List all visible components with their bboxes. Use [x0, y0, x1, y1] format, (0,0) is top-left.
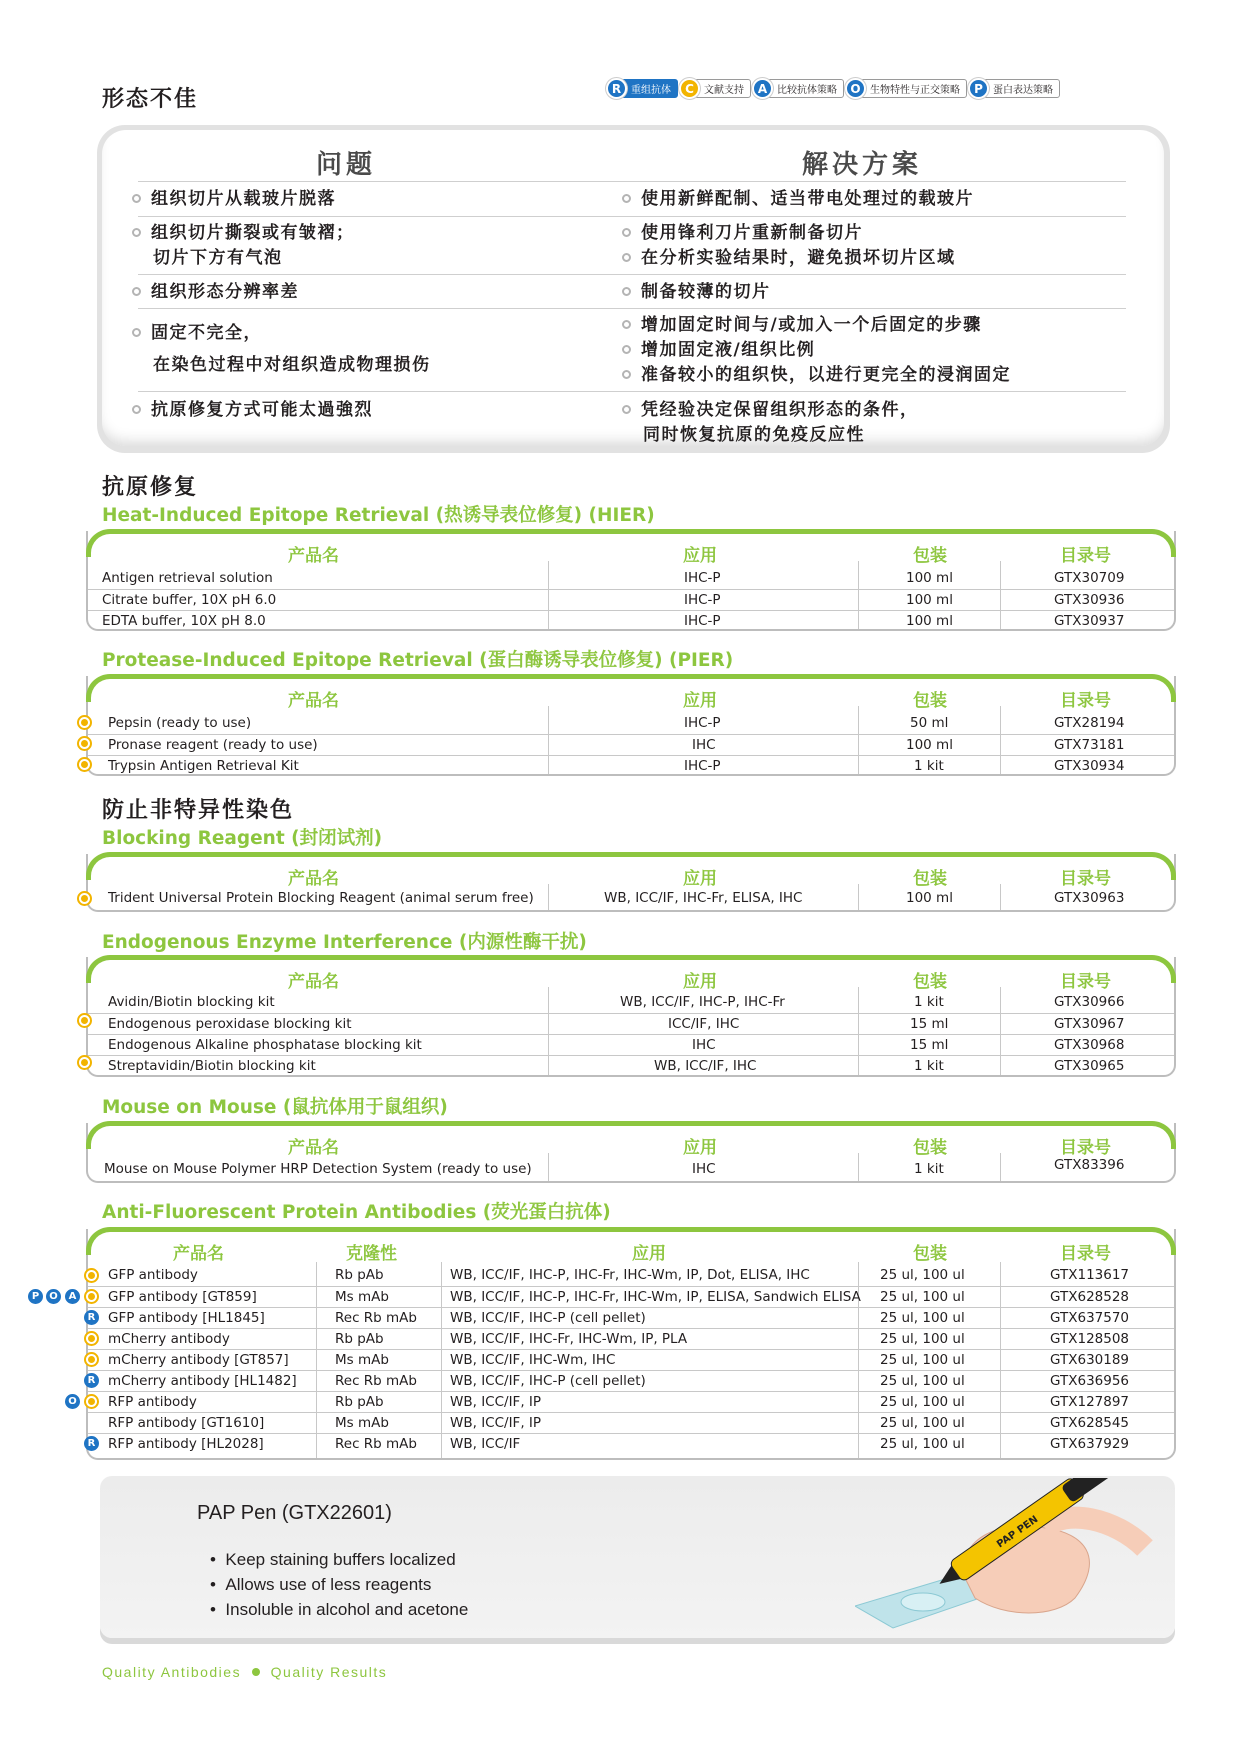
table-row: Pepsin (ready to use) IHC-P 50 ml GTX28194 [108, 715, 1125, 731]
table-row: Avidin/Biotin blocking kit WB, ICC/IF, IHC-P, IHC-Fr 1 kit GTX30966 [108, 994, 1125, 1010]
citation-icon [77, 1055, 92, 1070]
table-row: mCherry antibody Rb pAb WB, ICC/IF, IHC-Fr, IHC-Wm, IP, PLA 25 ul, 100 ul GTX128508 [88, 1328, 1174, 1349]
orthogonal-icon: O [845, 78, 866, 99]
table-row: Antigen retrieval solution IHC-P 100 ml GTX30709 [102, 570, 1125, 586]
problem-item: 固定不完全， 在染色过程中对组织造成物理损伤 [132, 317, 431, 381]
table-row: mCherry antibody [GT857] Ms mAb WB, ICC/IF, IHC-Wm, IHC 25 ul, 100 ul GTX630189 [88, 1349, 1174, 1370]
table-row: RFP antibody Rb pAb WB, ICC/IF, IP 25 ul, 100 ul GTX127897 [88, 1391, 1174, 1412]
problem-item: 组织形态分辨率差 [132, 280, 299, 305]
table-row: GFP antibody [HL1845] Rec Rb mAb WB, ICC/IF, IHC-P (cell pellet) 25 ul, 100 ul GTX637570 [88, 1307, 1174, 1328]
solution-item: 凭经验决定保留组织形态的条件， 同时恢复抗原的免疫反应性 [622, 398, 919, 448]
citation-icon [77, 891, 92, 906]
solution-item: 增加固定时间与/或加入一个后固定的步骤 增加固定液/组织比例 准备较小的组织快，以进行更完全的浸润固定 [622, 313, 1011, 388]
pap-bullet: • Keep staining buffers localized [210, 1550, 456, 1569]
legend-recombinant: R 重组抗体 [613, 79, 678, 98]
table-row: GFP antibody [GT859] Ms mAb WB, ICC/IF, IHC-P, IHC-Fr, IHC-Wm, IP, ELISA, Sandwich ELISA 25 ul, 100 ul GTX628528 [88, 1286, 1174, 1307]
table-row: Streptavidin/Biotin blocking kit WB, ICC/IF, IHC 1 kit GTX30965 [88, 1055, 1174, 1076]
legend [613, 79, 1060, 98]
hier-title: Heat-Induced Epitope Retrieval (热诱导表位修复) (HIER) [102, 505, 655, 526]
recombinant-icon: R [84, 1310, 99, 1325]
legend-orthogonal: O 生物特性与正交策略 [852, 79, 967, 98]
recombinant-icon: R [84, 1436, 99, 1451]
citation-icon [77, 715, 92, 730]
table-row: RFP antibody [HL2028] Rec Rb mAb WB, ICC/IF 25 ul, 100 ul GTX637929 [88, 1433, 1174, 1454]
problem-item: 抗原修复方式可能太過強烈 [132, 398, 373, 423]
protein-expression-icon: P [28, 1289, 43, 1304]
comparative-icon: A [65, 1289, 80, 1304]
recombinant-icon: R [606, 78, 627, 99]
enzyme-table: 产品名 应用 包装 目录号 Avidin/Biotin blocking kit WB, ICC/IF, IHC-P, IHC-Fr 1 kit GTX30966 Endogenous peroxidase blocking kit ICC/IF, IHC 15 ml GTX30967 Endogenous Alkaline phosphatase blocking kit IHC 15 ml GTX30968 Streptavidin/Biotin blocking kit WB, ICC/IF, IHC 1 kit GTX30965 [86, 957, 1176, 1077]
solution-item: 制备较薄的切片 [622, 280, 771, 305]
table-row: GFP antibody Rb pAb WB, ICC/IF, IHC-P, IHC-Fr, IHC-Wm, IP, Dot, ELISA, IHC 25 ul, 100 ul GTX113617 [108, 1267, 1130, 1283]
problem-solution-panel [97, 125, 1170, 453]
table-row: EDTA buffer, 10X pH 8.0 IHC-P 100 ml GTX30937 [88, 610, 1174, 631]
table-row: Trypsin Antigen Retrieval Kit IHC-P 1 kit GTX30934 [88, 755, 1174, 776]
table-row: Trident Universal Protein Blocking Reagent (animal serum free) WB, ICC/IF, IHC-Fr, ELISA, IHC 100 ml GTX30963 [108, 890, 1125, 906]
pap-pen-illustration [855, 1478, 1165, 1636]
recombinant-icon: R [84, 1373, 99, 1388]
hier-table: 产品名 应用 包装 目录号 Antigen retrieval solution IHC-P 100 ml GTX30709 Citrate buffer, 10X pH 6.0 IHC-P 100 ml GTX30936 EDTA buffer, 10X pH 8.0 IHC-P 100 ml GTX30937 [86, 531, 1176, 631]
section-title-morphology: 形态不佳 [102, 87, 199, 112]
pap-bullet: • Allows use of less reagents [210, 1575, 432, 1594]
citation-icon [84, 1331, 99, 1346]
citation-icon [77, 757, 92, 772]
section-title-antigen-retrieval: 抗原修复 [102, 475, 199, 500]
enzyme-title: Endogenous Enzyme Interference (内源性酶干扰) [102, 932, 587, 953]
blocking-table: 产品名 应用 包装 目录号 Trident Universal Protein Blocking Reagent (animal serum free) WB, ICC/IF, IHC-Fr, ELISA, IHC 100 ml GTX30963 [86, 854, 1176, 912]
table-row: Pronase reagent (ready to use) IHC 100 ml GTX73181 [88, 734, 1174, 755]
problem-item: 组织切片从载玻片脱落 [132, 187, 336, 212]
pap-pen-box [100, 1476, 1175, 1638]
orthogonal-icon: O [65, 1394, 80, 1409]
pier-title: Protease-Induced Epitope Retrieval (蛋白酶诱导表位修复) (PIER) [102, 650, 734, 671]
protein-expression-icon: P [968, 78, 989, 99]
citation-icon [84, 1289, 99, 1304]
section-title-nonspecific-staining: 防止非特异性染色 [102, 798, 295, 823]
table-row: Endogenous Alkaline phosphatase blocking kit IHC 15 ml GTX30968 [88, 1034, 1174, 1055]
citation-icon [84, 1394, 99, 1409]
mom-table: 产品名 应用 包装 目录号 Mouse on Mouse Polymer HRP Detection System (ready to use) IHC 1 kit GTX83396 [86, 1123, 1176, 1183]
citation-icon [77, 1013, 92, 1028]
pap-bullet: • Insoluble in alcohol and acetone [210, 1600, 469, 1619]
table-row: mCherry antibody [HL1482] Rec Rb mAb WB, ICC/IF, IHC-P (cell pellet) 25 ul, 100 ul GTX636956 [88, 1370, 1174, 1391]
table-row: RFP antibody [GT1610] Ms mAb WB, ICC/IF, IP 25 ul, 100 ul GTX628545 [88, 1412, 1174, 1433]
problem-header: 问题 [316, 150, 377, 180]
pen-label: PAP PEN [995, 1514, 1041, 1551]
solution-header: 解决方案 [802, 150, 923, 180]
citation-icon [84, 1352, 99, 1367]
citation-icon [84, 1268, 99, 1283]
orthogonal-icon: O [46, 1289, 61, 1304]
table-row: Endogenous peroxidase blocking kit ICC/IF, IHC 15 ml GTX30967 [88, 1013, 1174, 1034]
dot-icon [252, 1668, 260, 1676]
problem-item: 组织切片撕裂或有皱褶； 切片下方有气泡 [132, 221, 355, 271]
solution-item: 使用新鲜配制、适当带电处理过的载玻片 [622, 187, 974, 212]
pap-pen-title: PAP Pen (GTX22601) [197, 1502, 392, 1524]
table-row: Mouse on Mouse Polymer HRP Detection System (ready to use) IHC 1 kit GTX83396 [104, 1157, 1125, 1177]
legend-comparative: A 比较抗体策略 [759, 79, 844, 98]
legend-citation: C 文献支持 [686, 79, 751, 98]
afp-title: Anti-Fluorescent Protein Antibodies (荧光蛋白抗体) [102, 1202, 611, 1223]
legend-protein-expression: P 蛋白表达策略 [975, 79, 1060, 98]
solution-item: 使用锋利刀片重新制备切片 在分析实验结果时，避免损坏切片区域 [622, 221, 956, 271]
footer: Quality Antibodies Quality Results [102, 1664, 388, 1680]
afp-table: 产品名 克隆性 应用 包装 目录号 GFP antibody Rb pAb WB, ICC/IF, IHC-P, IHC-Fr, IHC-Wm, IP, Dot, ELISA, IHC 25 ul, 100 ul GTX113617 GFP antibody [GT859] Ms mAb WB, ICC/IF, IHC-P, IHC-Fr, IHC-Wm, IP, ELISA, Sandwich ELISA 25 ul, 100 ul GTX628528 GFP antibody [HL1845] Rec Rb mAb WB, ICC/IF, IHC-P (cell pellet) 25 ul, 100 ul GTX637570 mCherry antibody Rb pAb WB, ICC/IF, IHC-Fr, IHC-Wm, IP, PLA 25 ul, 100 ul GTX128508 mCherry antibody [GT857] Ms mAb WB, ICC/IF, IHC-Wm, IHC 25 ul, 100 ul GTX630189 mCherry antibody [HL1482] Rec Rb mAb WB, ICC/IF, IHC-P (cell pellet) 25 ul, 100 ul GTX636956 RFP antibody Rb pAb WB, ICC/IF, IP 25 ul, 100 ul GTX127897 RFP antibody [GT1610] Ms mAb WB, ICC/IF, IP 25 ul, 100 ul GTX628545 RFP antibody [HL2028] Rec Rb mAb WB, ICC/IF 25 ul, 100 ul GTX637929 [86, 1229, 1176, 1460]
comparative-icon: A [752, 78, 773, 99]
citation-icon: C [679, 78, 700, 99]
citation-icon [77, 736, 92, 751]
mom-title: Mouse on Mouse (鼠抗体用于鼠组织) [102, 1097, 448, 1118]
pier-table: 产品名 应用 包装 目录号 Pepsin (ready to use) IHC-P 50 ml GTX28194 Pronase reagent (ready to use) IHC 100 ml GTX73181 Trypsin Antigen Retrieval Kit IHC-P 1 kit GTX30934 [86, 676, 1176, 776]
table-row: Citrate buffer, 10X pH 6.0 IHC-P 100 ml GTX30936 [88, 589, 1174, 610]
blocking-title: Blocking Reagent (封闭试剂) [102, 828, 383, 849]
